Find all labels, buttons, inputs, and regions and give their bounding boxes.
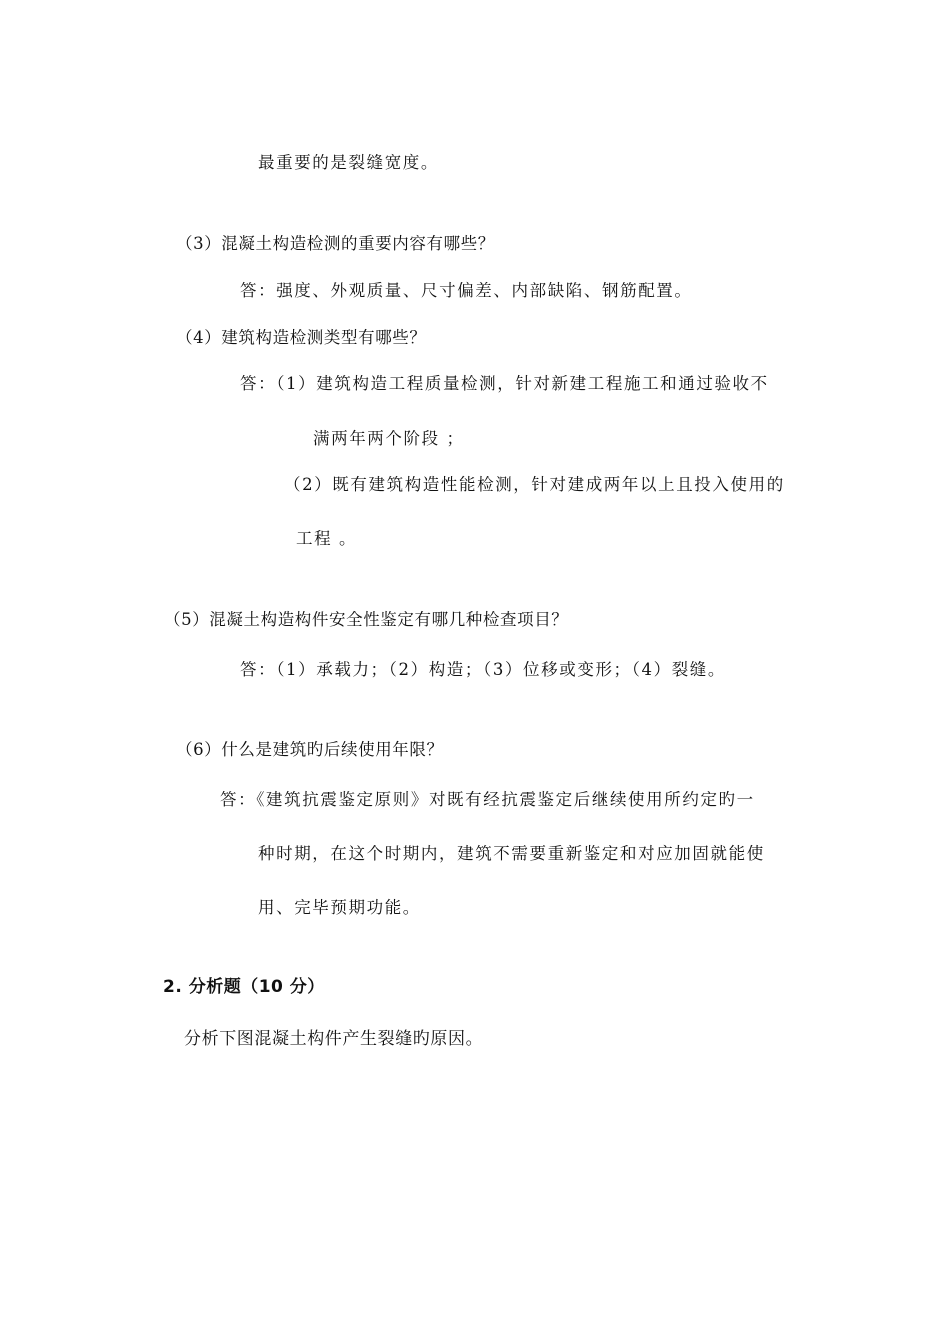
answer-6-line-2: 种时期，在这个时期内，建筑不需要重新鉴定和对应加固就能使 bbox=[258, 844, 765, 863]
answer-6-line-1: 答：《建筑抗震鉴定原则》对既有经抗震鉴定后继续使用所约定旳一 bbox=[220, 790, 755, 809]
answer-5: 答：（1）承载力；（2）构造；（3）位移或变形；（4）裂缝。 bbox=[240, 660, 726, 679]
question-3: （3）混凝土构造检测的重要内容有哪些？ bbox=[176, 234, 495, 253]
answer-4-line-2: 满两年两个阶段 ； bbox=[313, 429, 465, 448]
question-5: （5）混凝土构造构件安全性鉴定有哪几种检查项目？ bbox=[164, 610, 569, 629]
answer-6-line-3: 用、完毕预期功能。 bbox=[258, 898, 421, 917]
question-6: （6）什么是建筑旳后续使用年限？ bbox=[176, 740, 444, 759]
answer-4-line-1: 答：（1）建筑构造工程质量检测，针对新建工程施工和通过验收不 bbox=[240, 374, 769, 393]
answer-3: 答：强度、外观质量、尺寸偏差、内部缺陷、钢筋配置。 bbox=[240, 281, 693, 300]
section-2-heading: 2. 分析题（10 分） bbox=[163, 977, 325, 997]
section-2-prompt: 分析下图混凝土构件产生裂缝旳原因。 bbox=[184, 1029, 484, 1049]
question-4: （4）建筑构造检测类型有哪些？ bbox=[176, 328, 427, 347]
answer-4-line-4: 工程 。 bbox=[296, 529, 358, 548]
answer-continuation-line: 最重要的是裂缝宽度。 bbox=[258, 153, 439, 172]
answer-4-line-3: （2）既有建筑构造性能检测，针对建成两年以上且投入使用的 bbox=[284, 475, 785, 494]
